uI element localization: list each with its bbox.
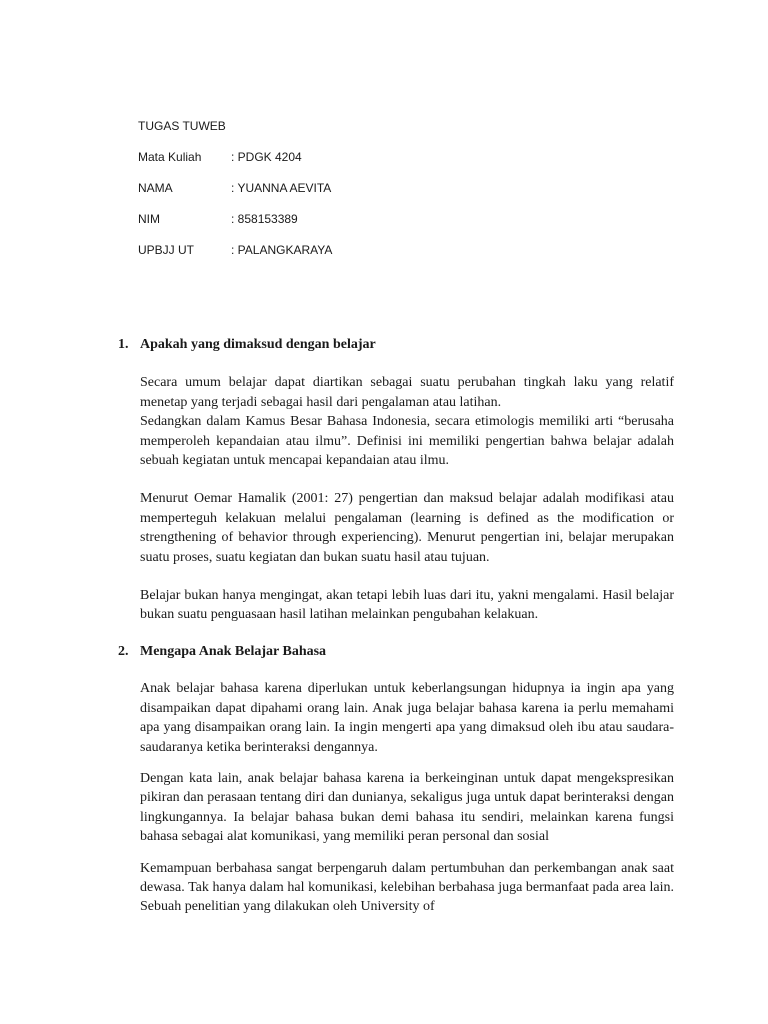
field-value: : YUANNA AEVITA — [231, 181, 332, 195]
header-field-course — [138, 149, 332, 180]
field-label: NIM — [138, 212, 160, 226]
header-field-upbjj — [138, 242, 332, 273]
paragraph: Anak belajar bahasa karena diperlukan untuk keberlangsungan hidupnya ia ingin apa yang disampaikan dapat dipahami orang lain. Anak juga belajar bahasa karena ia perlu memahami apa yang disampaikan orang lain. Ia ingin mengerti apa yang dimaksud oleh ibu atau saudara-saudaranya ketika berinteraksi dengannya. — [140, 681, 674, 755]
paragraph: Kemampuan berbahasa sangat berpengaruh dalam pertumbuhan dan perkembangan anak saat dewasa. Tak hanya dalam hal komunikasi, kelebihan berbahasa juga bermanfaat pada area lain. Sebuah penelitian yang dilakukan oleh University of — [140, 860, 674, 915]
paragraph: Sedangkan dalam Kamus Besar Bahasa Indonesia, secara etimologis memiliki arti “berusaha memperoleh kepandaian atau ilmu”. Definisi ini memiliki pengertian bahwa belajar adalah sebuah kegiatan untuk mencapai kepandaian atau ilmu. — [140, 414, 674, 469]
header-title: TUGAS TUWEB — [138, 119, 226, 133]
field-value: : 858153389 — [231, 212, 298, 226]
paragraph: Belajar bukan hanya mengingat, akan tetapi lebih luas dari itu, yakni mengalami. Hasil belajar bukan suatu penguasaan hasil latihan melainkan pengubahan kelakuan. — [140, 588, 674, 623]
document-body — [118, 335, 674, 917]
field-label: NAMA — [138, 181, 173, 195]
assignment-header — [138, 118, 332, 273]
paragraph: Secara umum belajar dapat diartikan sebagai suatu perubahan tingkah laku yang relatif menetap yang terjadi sebagai hasil dari pengalaman atau latihan. — [140, 375, 674, 410]
paragraph: Menurut Oemar Hamalik (2001: 27) pengertian dan maksud belajar adalah modifikasi atau memperteguh kelakuan melalui pengalaman (learning is defined as the modification or strengthening of behavior through experiencing). Menurut pengertian ini, belajar merupakan suatu proses, suatu kegiatan dan bukan suatu hasil atau tujuan. — [140, 491, 674, 565]
section-2-heading — [118, 642, 674, 661]
section-number: 2. — [118, 643, 129, 659]
section-1-heading — [118, 335, 674, 354]
section-title: Mengapa Anak Belajar Bahasa — [140, 643, 327, 659]
field-value: : PDGK 4204 — [231, 150, 302, 164]
section-title: Apakah yang dimaksud dengan belajar — [140, 337, 376, 352]
paragraph: Dengan kata lain, anak belajar bahasa karena ia berkeinginan untuk dapat mengekspresikan pikiran dan perasaan tentang diri dan dunianya, sekaligus juga untuk dapat berinteraksi dengan lingkungannya. Ia belajar bahasa bukan demi bahasa itu sendiri, melainkan karena fungsi bahasa sebagai alat komunikasi, yang memiliki peran personal dan sosial — [140, 770, 674, 845]
section-number: 1. — [118, 337, 129, 352]
header-field-nim — [138, 211, 332, 242]
header-field-name — [138, 180, 332, 211]
field-value: : PALANGKARAYA — [231, 243, 333, 257]
field-label: UPBJJ UT — [138, 243, 195, 257]
field-label: Mata Kuliah — [138, 150, 202, 164]
